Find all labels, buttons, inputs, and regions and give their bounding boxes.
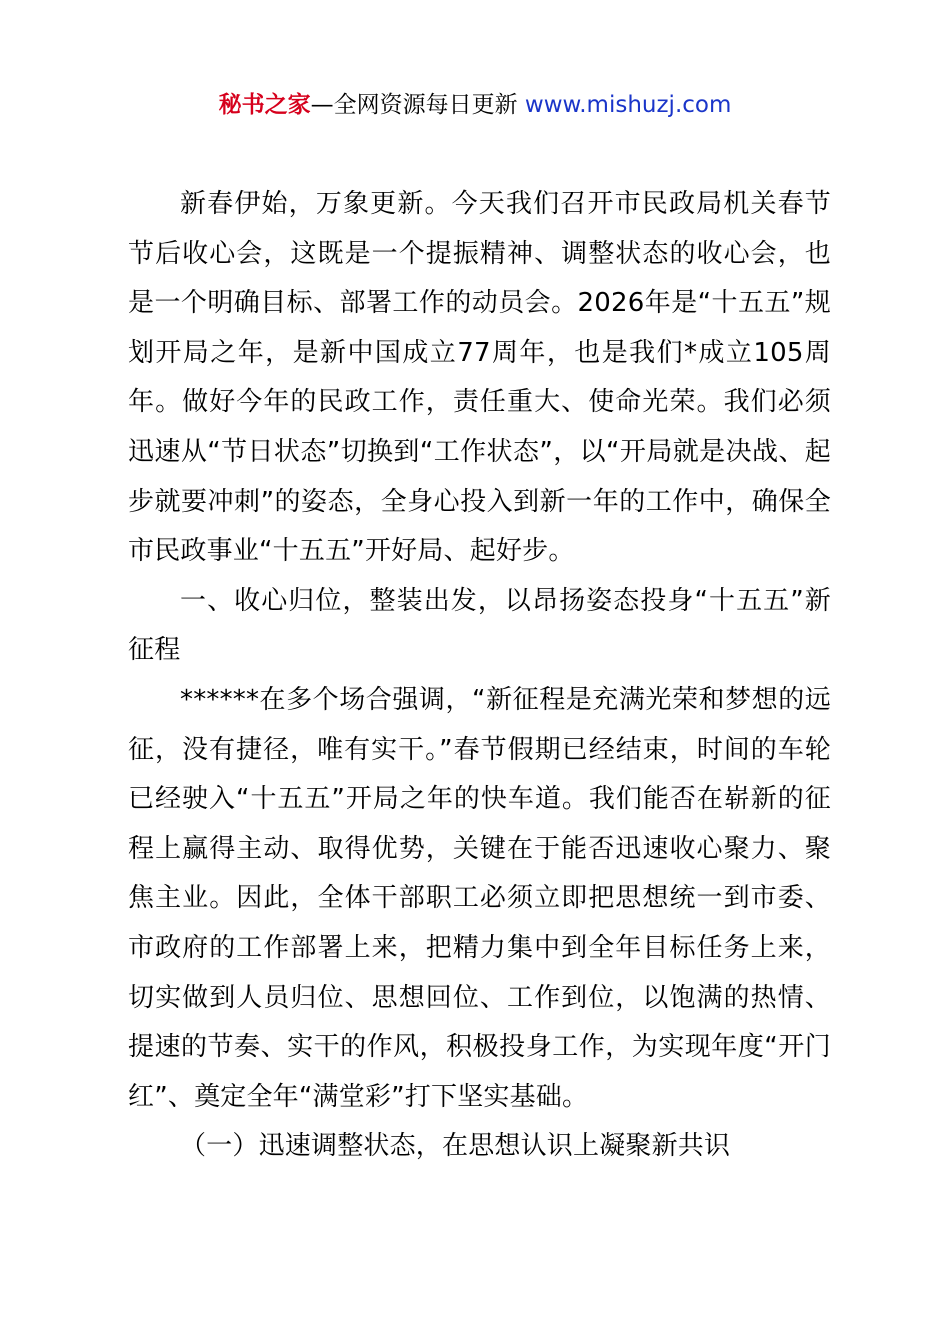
section-heading-1: 一、收心归位，整装出发，以昂扬姿态投身“十五五”新征程 bbox=[128, 585, 831, 666]
paragraph-intro: 新春伊始，万象更新。今天我们召开市民政局机关春节节后收心会，这既是一个提振精神、调整状态的收心会，也是一个明确目标、部署工作的动员会。2026年是“十五五”规划开局之年，是新中国成立77周年，也是我们*成立105周年。做好今年的民政工作，责任重大、使命光荣。我们必须迅速从“节日状态”切换到“工作状态”，以“开局就是决战、起步就要冲刺”的姿态，全身心投入到新一年的工作中，确保全市民政事业“十五五”开好局、起好步。 bbox=[128, 189, 831, 567]
page-header bbox=[0, 88, 950, 122]
header-tagline: —全网资源每日更新 bbox=[310, 92, 525, 118]
document-body bbox=[128, 180, 831, 1172]
header-brand: 秘书之家 bbox=[218, 92, 311, 118]
paragraph-section-1: ******在多个场合强调，“新征程是充满光荣和梦想的远征，没有捷径，唯有实干。”春节假期已经结束，时间的车轮已经驶入“十五五”开局之年的快车道。我们能否在崭新的征程上赢得主动、取得优势，关键在于能否迅速收心聚力、聚焦主业。因此，全体干部职工必须立即把思想统一到市委、市政府的工作部署上来，把精力集中到全年目标任务上来，切实做到人员归位、思想回位、工作到位，以饱满的热情、提速的节奏、实干的作风，积极投身工作，为实现年度“开门红”、奠定全年“满堂彩”打下坚实基础。 bbox=[128, 684, 831, 1112]
subsection-heading-1-1: （一）迅速调整状态，在思想认识上凝聚新共识 bbox=[180, 1131, 731, 1162]
header-url-link[interactable]: www.mishuzj.com bbox=[524, 92, 732, 118]
